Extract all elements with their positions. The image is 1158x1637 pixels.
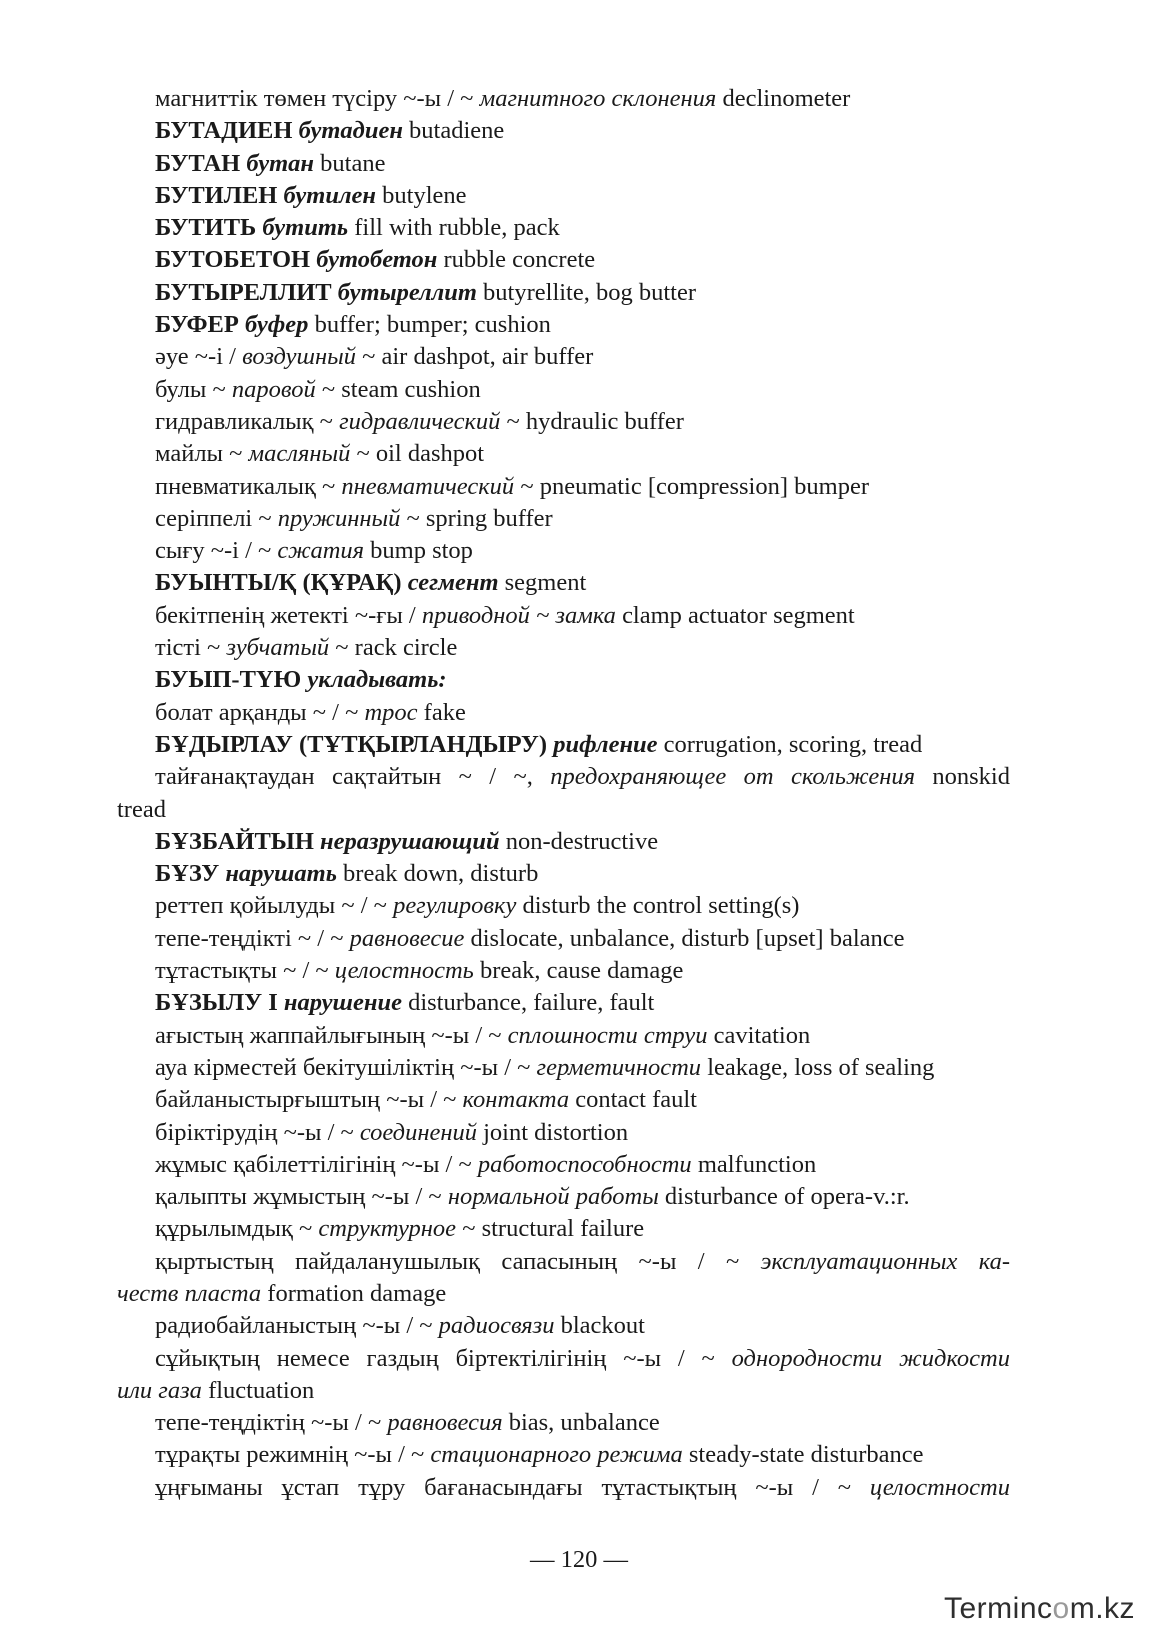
russian-term: трос <box>364 698 418 726</box>
translation-text: ағыстың жаппайлығының ~-ы / ~ <box>155 1021 508 1049</box>
russian-term: магнитного склонения <box>479 85 717 112</box>
headword: БҰДЫРЛАУ (ТҰТҚЫРЛАНДЫРУ) <box>155 730 554 758</box>
dictionary-entry-line <box>117 890 1010 922</box>
dictionary-entry-line <box>117 1310 1010 1342</box>
russian-term: масляный <box>248 440 351 468</box>
dictionary-entry-line <box>117 374 1010 406</box>
translation-text: butadiene <box>402 117 505 145</box>
dictionary-entry-line <box>117 503 1010 535</box>
dictionary-entry-line <box>117 1020 1010 1052</box>
russian-term: сегмент <box>407 569 499 597</box>
headword: БҰЗБАЙТЫН <box>155 827 321 855</box>
translation-text: segment <box>498 569 587 597</box>
headword: БУТАН <box>155 149 247 177</box>
dictionary-entry-line <box>117 341 1010 373</box>
translation-text: contact fault <box>569 1086 697 1114</box>
russian-term: соединений <box>359 1118 477 1146</box>
translation-text: non-destructive <box>499 827 659 855</box>
dictionary-entry-line <box>117 955 1010 987</box>
translation-text: leakage, loss of sealing <box>701 1053 935 1081</box>
dictionary-entry-line <box>117 148 1010 180</box>
russian-term: или газа <box>117 1376 202 1404</box>
dictionary-entry-line <box>117 632 1010 664</box>
translation-text: серіппелі ~ <box>155 504 278 532</box>
dictionary-entry-line <box>117 277 1010 309</box>
translation-text: disturb the control setting(s) <box>516 892 800 920</box>
dictionary-entry-line <box>117 987 1010 1019</box>
dictionary-entry-line <box>117 1213 1010 1245</box>
translation-text: ұңғыманы ұстап тұру бағанасындағы тұтастықтың ~-ы / ~ <box>155 1473 870 1501</box>
translation-text: break, cause damage <box>473 957 684 985</box>
russian-term: бутобетон <box>316 246 438 274</box>
translation-text: blackout <box>554 1312 645 1340</box>
translation-text: пневматикалық ~ <box>155 472 342 500</box>
dictionary-entry-line <box>117 438 1010 470</box>
russian-term: структурное <box>318 1215 457 1243</box>
translation-text: buffer; bumper; cushion <box>308 311 551 339</box>
headword: БУТЫРЕЛЛИТ <box>155 278 338 306</box>
translation-text: break down, disturb <box>336 860 539 888</box>
dictionary-entry-line <box>117 244 1010 276</box>
watermark-suffix: m.kz <box>1069 1592 1136 1625</box>
russian-term: паровой <box>231 375 316 403</box>
dictionary-entry-line <box>117 697 1010 729</box>
translation-text: fill with rubble, pack <box>348 214 560 242</box>
headword: БҰЗУ <box>155 860 226 888</box>
russian-term: нарушение <box>283 989 402 1017</box>
translation-text: реттеп қойылуды ~ / ~ <box>155 892 394 920</box>
russian-term: бутыреллит <box>337 278 477 306</box>
russian-term: нарушать <box>225 860 337 888</box>
dictionary-entry-line <box>117 1052 1010 1084</box>
translation-text: біріктірудің ~-ы / ~ <box>155 1118 360 1146</box>
translation-text: ~ hydraulic buffer <box>500 407 684 435</box>
translation-text: тісті ~ <box>155 634 227 662</box>
dictionary-entry-line <box>117 1181 1010 1213</box>
translation-text: bias, unbalance <box>502 1409 660 1437</box>
russian-term: стационарного режима <box>430 1441 683 1469</box>
translation-text: butylene <box>376 181 467 209</box>
russian-term: бутилен <box>283 181 377 209</box>
dictionary-entry-line <box>117 1246 1010 1278</box>
russian-term: радиосвязи <box>438 1312 555 1340</box>
dictionary-entry-line <box>117 1375 1010 1407</box>
translation-text: жұмыс қабілеттілігінің ~-ы / ~ <box>155 1150 478 1178</box>
russian-term: эксплуатационных ка- <box>760 1247 1010 1275</box>
headword: БУТИЛЕН <box>155 181 284 209</box>
translation-text: disturbance of opera-v.:r. <box>658 1183 910 1211</box>
translation-text: malfunction <box>691 1150 817 1178</box>
watermark-magnifier-o: o <box>1052 1592 1070 1625</box>
translation-text: declinometer <box>716 85 851 112</box>
russian-term: бутадиен <box>298 117 403 145</box>
russian-term: равновесия <box>387 1409 503 1437</box>
dictionary-entry-line <box>117 858 1010 890</box>
translation-text: cavitation <box>707 1021 811 1049</box>
russian-term: пневматический <box>341 472 515 500</box>
translation-text: бекітпенің жетекті ~-ғы / <box>155 601 422 629</box>
dictionary-entry-line <box>117 1439 1010 1471</box>
translation-text: тайғанақтаудан сақтайтын ~ / ~, <box>155 763 551 791</box>
translation-text: butyrellite, bog butter <box>476 278 697 306</box>
dictionary-entry-line <box>117 180 1010 212</box>
translation-text: ~ rack circle <box>329 634 458 662</box>
headword: БУТИТЬ <box>155 214 263 242</box>
russian-term: целостности <box>869 1473 1010 1501</box>
russian-term: сжатия <box>277 537 365 565</box>
headword: БУЫП-ТҮЮ <box>155 666 308 694</box>
translation-text: ~ pneumatic [compression] bumper <box>514 472 869 500</box>
dictionary-entry-line <box>117 309 1010 341</box>
translation-text: tread <box>117 795 166 823</box>
dictionary-entry-line <box>117 471 1010 503</box>
russian-term: бутан <box>246 149 315 177</box>
dictionary-entry-line <box>117 923 1010 955</box>
translation-text: құрылымдық ~ <box>155 1215 319 1243</box>
russian-term: сплошности струи <box>507 1021 708 1049</box>
translation-text: тепе-теңдіктің ~-ы / ~ <box>155 1409 388 1437</box>
dictionary-entry-line <box>117 729 1010 761</box>
dictionary-entry-line <box>117 1084 1010 1116</box>
dictionary-entry-line <box>117 212 1010 244</box>
russian-term: честв пласта <box>117 1279 262 1307</box>
translation-text: nonskid <box>915 763 1010 791</box>
translation-text: fluctuation <box>201 1376 315 1404</box>
dictionary-entry-line <box>117 1407 1010 1439</box>
russian-term: гидравлический <box>339 407 501 435</box>
russian-term: регулировку <box>393 892 517 920</box>
translation-text: clamp actuator segment <box>615 601 855 629</box>
translation-text: тұрақты режимнің ~-ы / ~ <box>155 1441 431 1469</box>
translation-text: steady-state disturbance <box>682 1441 924 1469</box>
translation-text: formation damage <box>261 1279 447 1307</box>
translation-text: гидравликалық ~ <box>155 407 340 435</box>
translation-text: dislocate, unbalance, disturb [upset] balance <box>464 924 905 952</box>
russian-term: зубчатый <box>226 634 330 662</box>
headword: БУЫНТЫ/Қ (ҚҰРАҚ) <box>155 569 408 597</box>
dictionary-entry-line <box>117 761 1010 793</box>
translation-text: ~ spring buffer <box>400 504 553 532</box>
translation-text: corrugation, scoring, tread <box>657 730 923 758</box>
translation-text: joint distortion <box>477 1118 629 1146</box>
translation-text: қыртыстың пайдаланушылық сапасының ~-ы / ~ <box>155 1247 761 1275</box>
watermark-prefix: Terminc <box>944 1592 1053 1625</box>
translation-text: ~ structural failure <box>456 1215 645 1243</box>
headword: БУТАДИЕН <box>155 117 299 145</box>
russian-term: пружинный <box>277 504 401 532</box>
russian-term: предохраняющее от скольжения <box>550 763 915 791</box>
translation-text: сығу ~-і / ~ <box>155 537 278 565</box>
translation-text: байланыстырғыштың ~-ы / ~ <box>155 1086 463 1114</box>
dictionary-entry-line <box>117 664 1010 696</box>
translation-text: butane <box>314 149 386 177</box>
dictionary-entry-line <box>117 1117 1010 1149</box>
russian-term: бутить <box>262 214 349 242</box>
translation-text: тұтастықты ~ / ~ <box>155 957 335 985</box>
translation-text: ~ air dashpot, air buffer <box>356 343 594 371</box>
translation-text: булы ~ <box>155 375 232 403</box>
translation-text: тепе-теңдікті ~ / ~ <box>155 924 350 952</box>
translation-text: bump stop <box>364 537 473 565</box>
headword: БҰЗЫЛУ I <box>155 989 284 1017</box>
russian-term: герметичности <box>536 1053 702 1081</box>
dictionary-entry-line <box>117 1343 1010 1375</box>
dictionary-entry-line <box>117 567 1010 599</box>
dictionary-entry-line <box>117 1472 1010 1504</box>
headword: БУФЕР <box>155 311 245 339</box>
dictionary-entry-line <box>117 826 1010 858</box>
russian-term: буфер <box>244 311 309 339</box>
dictionary-entry-line <box>117 406 1010 438</box>
translation-text: ~ steam cushion <box>315 375 481 403</box>
page-number: — 120 — <box>530 1546 628 1573</box>
russian-term: равновесие <box>349 924 465 952</box>
translation-text: магниттік төмен түсіру ~-ы / ~ <box>155 85 480 112</box>
translation-text: қалыпты жұмыстың ~-ы / ~ <box>155 1183 448 1211</box>
translation-text: болат арқанды ~ / ~ <box>155 698 365 726</box>
headword: БУТОБЕТОН <box>155 246 317 274</box>
russian-term: однородности жидкости <box>731 1344 1010 1372</box>
site-watermark-logo[interactable] <box>944 1592 1135 1626</box>
dictionary-entries <box>117 83 1010 1504</box>
translation-text: радиобайланыстың ~-ы / ~ <box>155 1312 439 1340</box>
translation-text: майлы ~ <box>155 440 249 468</box>
russian-term: приводной ~ замка <box>421 601 616 629</box>
dictionary-entry-line <box>117 83 1010 115</box>
translation-text: әуе ~-і / <box>155 343 243 371</box>
translation-text: ~ oil dashpot <box>350 440 485 468</box>
dictionary-entry-line <box>117 600 1010 632</box>
translation-text: fake <box>417 698 466 726</box>
dictionary-entry-line <box>117 115 1010 147</box>
translation-text: rubble concrete <box>437 246 596 274</box>
translation-text: ауа кірместей бекітушіліктің ~-ы / ~ <box>155 1053 537 1081</box>
translation-text: сұйықтың немесе газдың біртектілігінің ~-ы / ~ <box>155 1344 732 1372</box>
russian-term: работоспособности <box>477 1150 692 1178</box>
russian-term: укладывать: <box>307 666 447 694</box>
dictionary-entry-line <box>117 794 1010 826</box>
russian-term: воздушный <box>242 343 356 371</box>
russian-term: контакта <box>462 1086 570 1114</box>
russian-term: нормальной работы <box>447 1183 659 1211</box>
dictionary-entry-line <box>117 1278 1010 1310</box>
russian-term: неразрушающий <box>320 827 500 855</box>
dictionary-entry-line <box>117 535 1010 567</box>
translation-text: disturbance, failure, fault <box>401 989 655 1017</box>
russian-term: рифление <box>553 730 658 758</box>
russian-term: целостность <box>334 957 474 985</box>
dictionary-entry-line <box>117 1149 1010 1181</box>
